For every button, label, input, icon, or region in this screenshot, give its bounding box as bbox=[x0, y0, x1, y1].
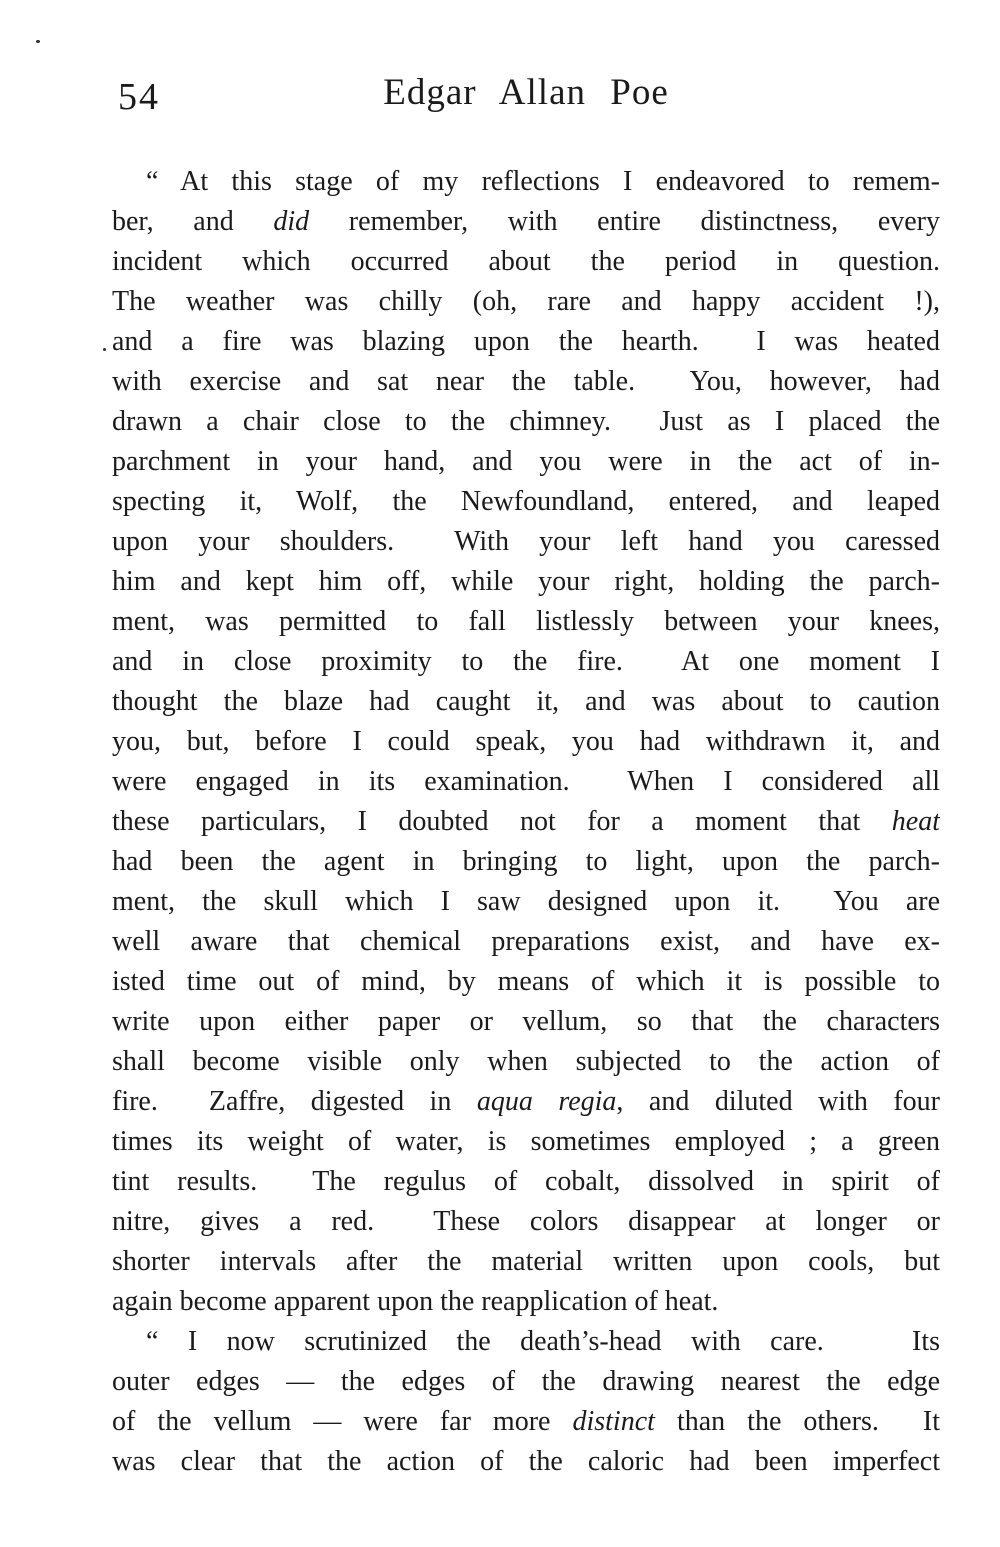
text-line: thought the blaze had caught it, and was about to caution bbox=[112, 686, 940, 717]
text-line: incident which occurred about the period in question. bbox=[112, 246, 940, 277]
text-line: parchment in your hand, and you were in the act of in- bbox=[112, 446, 940, 477]
text-line: were engaged in its examination. When I considered all bbox=[112, 766, 940, 797]
text-line: The weather was chilly (oh, rare and happy accident !), bbox=[112, 286, 940, 317]
text-line: again become apparent upon the reapplication of heat. bbox=[112, 1286, 719, 1317]
text-line: and a fire was blazing upon the hearth. I was heated bbox=[112, 326, 940, 357]
text-line: drawn a chair close to the chimney. Just as I placed the bbox=[112, 406, 940, 437]
text-line: isted time out of mind, by means of which it is possible to bbox=[112, 966, 940, 997]
text-line: shorter intervals after the material written upon cools, but bbox=[112, 1246, 940, 1277]
text-line: and in close proximity to the fire. At one moment I bbox=[112, 646, 940, 677]
text-line: fire. Zaffre, digested in aqua regia, and diluted with four bbox=[112, 1086, 940, 1117]
text-line: outer edges — the edges of the drawing nearest the edge bbox=[112, 1366, 940, 1397]
text-line: shall become visible only when subjected to the action of bbox=[112, 1046, 940, 1077]
text-line: ment, was permitted to fall listlessly between your knees, bbox=[112, 606, 940, 637]
running-head: Edgar Allan Poe bbox=[383, 72, 669, 113]
text-line: nitre, gives a red. These colors disappear at longer or bbox=[112, 1206, 940, 1237]
text-line: was clear that the action of the caloric had been imperfect bbox=[112, 1446, 940, 1477]
text-line: upon your shoulders. With your left hand you caressed bbox=[112, 526, 940, 557]
text-line: specting it, Wolf, the Newfoundland, entered, and leaped bbox=[112, 486, 940, 517]
text-line: write upon either paper or vellum, so that the characters bbox=[112, 1006, 940, 1037]
text-line: you, but, before I could speak, you had withdrawn it, and bbox=[112, 726, 940, 757]
text-line: ment, the skull which I saw designed upon it. You are bbox=[112, 886, 940, 917]
text-line: tint results. The regulus of cobalt, dissolved in spirit of bbox=[112, 1166, 940, 1197]
text-line: ber, and did remember, with entire distinctness, every bbox=[112, 206, 940, 237]
text-line: “ At this stage of my reflections I endeavored to remem- bbox=[146, 166, 940, 197]
paragraph bbox=[112, 162, 940, 1322]
text-line: “ I now scrutinized the death’s-head with care. Its bbox=[146, 1326, 940, 1357]
paragraph bbox=[112, 1322, 940, 1482]
scan-speck bbox=[36, 40, 40, 43]
text-line: of the vellum — were far more distinct than the others. It bbox=[112, 1406, 940, 1437]
text-line: with exercise and sat near the table. You, however, had bbox=[112, 366, 940, 397]
text-line: these particulars, I doubted not for a moment that heat bbox=[112, 806, 940, 837]
text-line: times its weight of water, is sometimes employed ; a green bbox=[112, 1126, 940, 1157]
scan-speck bbox=[103, 348, 106, 351]
page-number: 54 bbox=[118, 76, 160, 118]
body-text bbox=[112, 162, 940, 1482]
text-line: him and kept him off, while your right, holding the parch- bbox=[112, 566, 940, 597]
text-line: had been the agent in bringing to light, upon the parch- bbox=[112, 846, 940, 877]
text-line: well aware that chemical preparations exist, and have ex- bbox=[112, 926, 940, 957]
